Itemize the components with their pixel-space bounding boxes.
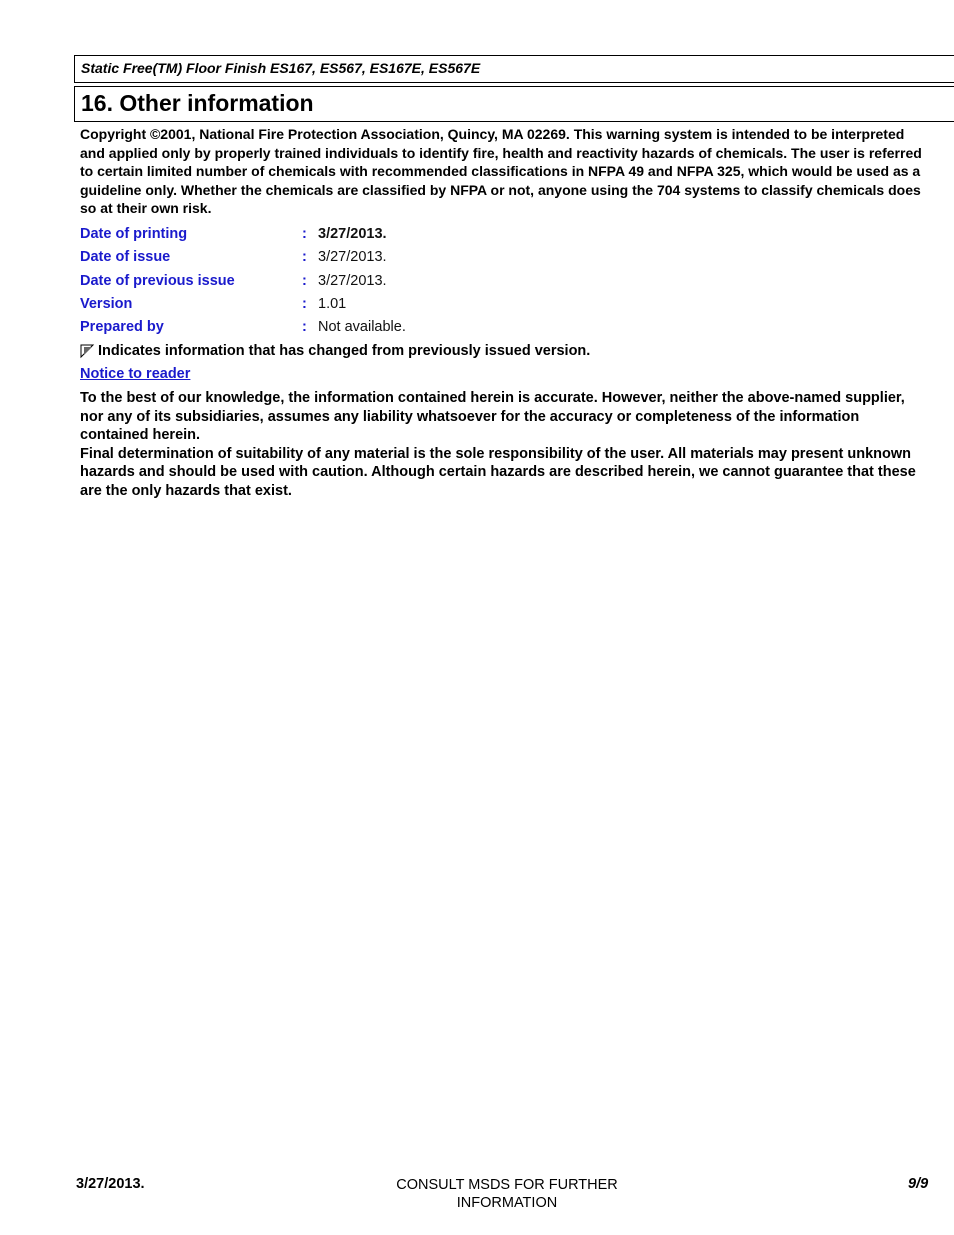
notice-paragraph: To the best of our knowledge, the information contained herein is accurate. However, neither the above-named supplier, nor any of its subsidiaries, assumes any liability whatsoever for the accuracy or completeness of the information contained herein. <box>80 390 905 444</box>
product-name: Static Free(TM) Floor Finish ES167, ES567, ES167E, ES567E <box>81 60 481 76</box>
field-value: Not available. <box>318 319 406 335</box>
field-date-of-previous-issue <box>80 273 880 293</box>
footer-consult-note <box>380 1176 634 1212</box>
change-marker-icon <box>80 344 94 358</box>
footer-date: 3/27/2013. <box>76 1176 145 1192</box>
section-title: 16. Other information <box>81 90 314 116</box>
changed-note-text: Indicates information that has changed from previously issued version. <box>98 343 591 359</box>
copyright-text: Copyright ©2001, National Fire Protection Association, Quincy, MA 02269. This warning system is intended to be interpreted and applied only by properly trained individuals to identify fire, health and reactivity hazards of chemicals. The user is referred to certain limited number of chemicals with recommended classifications in NFPA 49 and NFPA 325, which would be used as a guideline only. Whether the chemicals are classified by NFPA or not, anyone using the 704 systems to classify chemicals does so at their own risk. <box>80 126 922 217</box>
field-separator: : <box>302 273 307 289</box>
field-label: Date of printing <box>80 226 188 242</box>
field-value: 1.01 <box>318 296 347 312</box>
field-separator: : <box>302 249 307 265</box>
field-value: 3/27/2013. <box>318 226 387 242</box>
page-number: 9/9 <box>908 1176 929 1192</box>
field-separator: : <box>302 296 307 312</box>
section-title-bar <box>74 86 954 122</box>
notice-to-reader-link[interactable]: Notice to reader <box>80 366 191 382</box>
field-value: 3/27/2013. <box>318 273 387 289</box>
footer-line: INFORMATION <box>456 1195 558 1211</box>
changed-indicator-note <box>80 343 590 359</box>
field-label: Date of previous issue <box>80 273 235 289</box>
field-prepared-by <box>80 319 880 339</box>
field-value: 3/27/2013. <box>318 249 387 265</box>
field-date-of-issue <box>80 249 880 269</box>
field-label: Prepared by <box>80 319 164 335</box>
field-label: Date of issue <box>80 249 171 265</box>
product-name-header <box>74 55 954 83</box>
field-version <box>80 296 880 316</box>
footer-line: CONSULT MSDS FOR FURTHER <box>396 1177 618 1193</box>
notice-paragraph: Final determination of suitability of any material is the sole responsibility of the user. All materials may present unknown hazards and should be used with caution. Although certain hazards are described herein, we cannot guarantee that these are the only hazards that exist. <box>80 445 916 499</box>
field-label: Version <box>80 296 133 312</box>
field-separator: : <box>302 319 307 335</box>
field-separator: : <box>302 226 307 242</box>
field-date-of-printing <box>80 226 880 246</box>
notice-text <box>80 389 926 501</box>
